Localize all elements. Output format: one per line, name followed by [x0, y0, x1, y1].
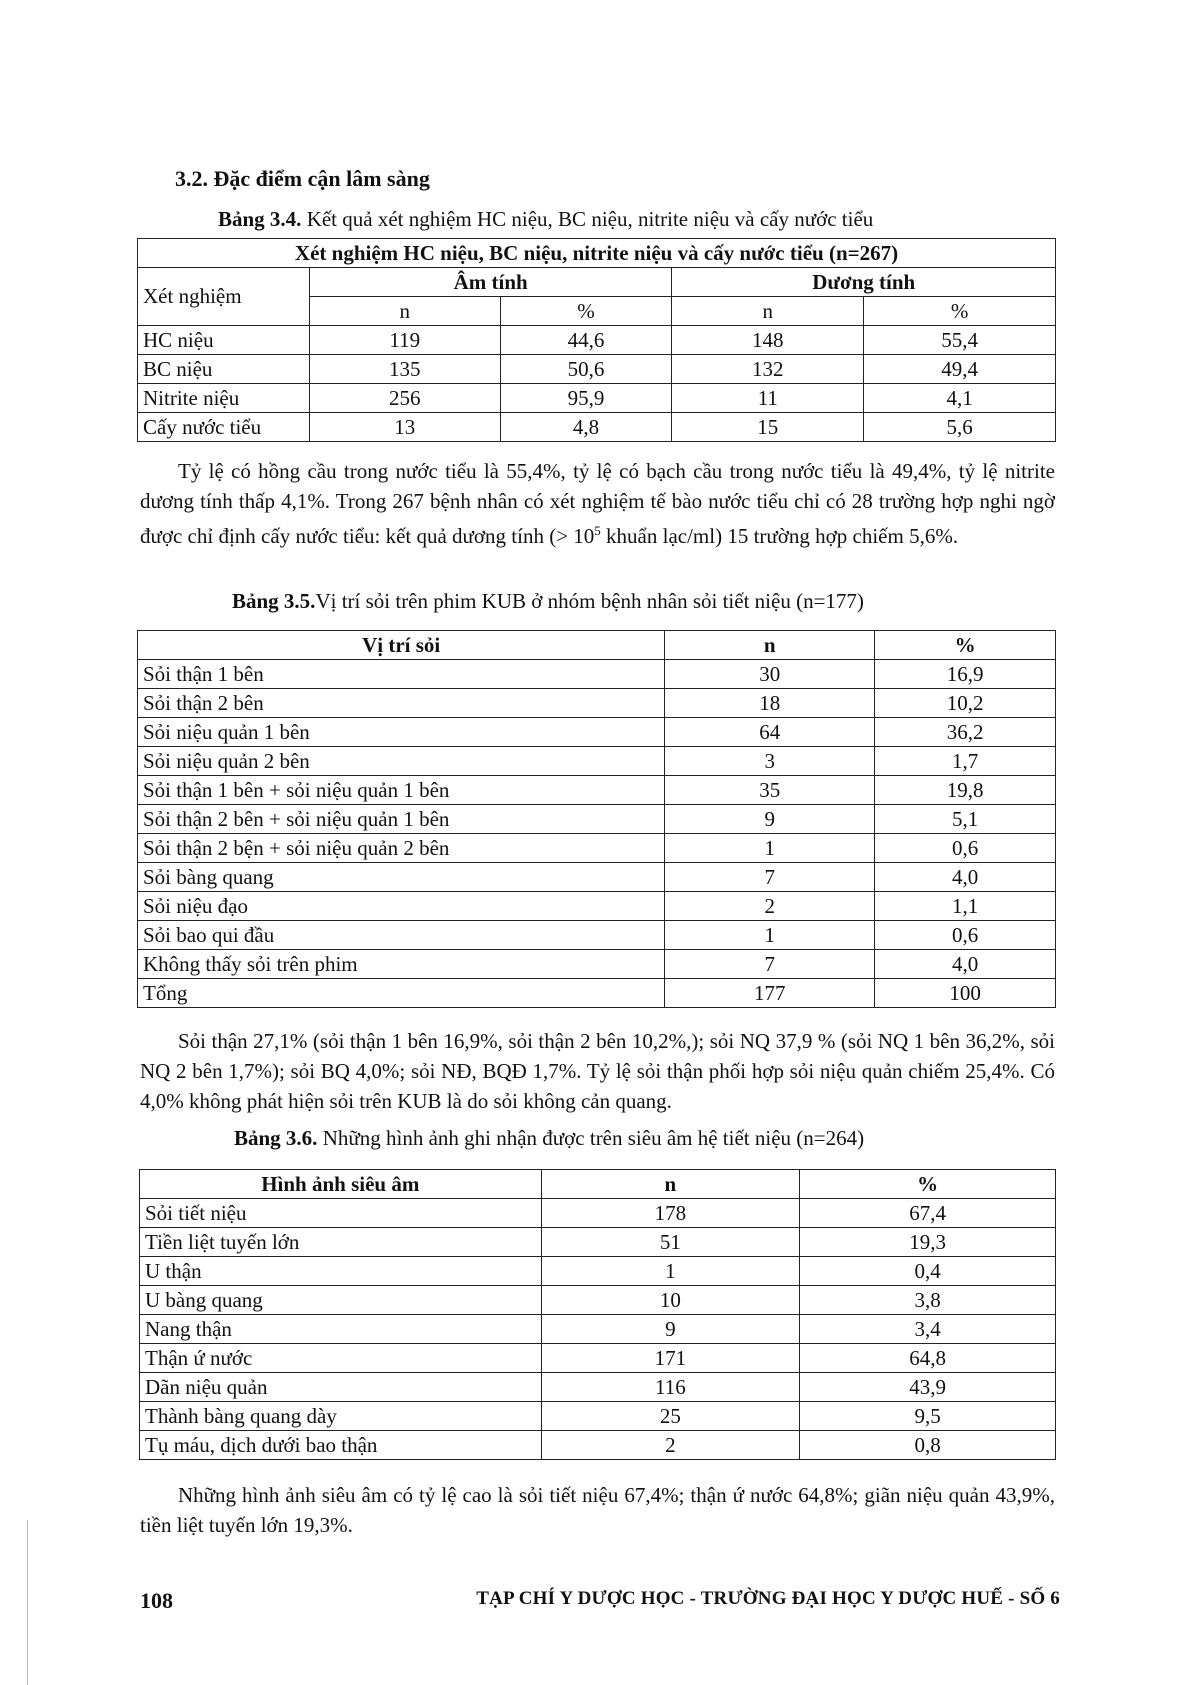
paragraph-text: Sỏi thận 27,1% (sỏi thận 1 bên 16,9%, sỏi thận 2 bên 10,2%,); sỏi NQ 37,9 % (sỏi NQ 1 bên 36,2%, sỏi NQ 2 bên 1,7%); sỏi BQ 4,0%; sỏi NĐ, BQĐ 1,7%. Tỷ lệ sỏi thận phối hợp sỏi niệu quản chiếm 25,4%. Có 4,0% không phát hiện sỏi trên KUB là do sỏi không cản quang.	[140, 1029, 1055, 1113]
cell-pos-pct: 5,6	[864, 413, 1056, 442]
table-row	[140, 1228, 1056, 1257]
cell-n: 1	[665, 834, 875, 863]
table-row	[140, 1344, 1056, 1373]
table-row	[140, 1402, 1056, 1431]
cell-n: 10	[541, 1286, 800, 1315]
cell-n: 64	[665, 718, 875, 747]
paragraph-text: Tỷ lệ có hồng cầu trong nước tiểu là 55,4%, tỷ lệ có bạch cầu trong nước tiểu là 49,4%, tỷ lệ nitrite dương tính thấp 4,1%. Trong 267 bệnh nhân có xét nghiệm tế bào nước tiểu chỉ có 28 trường hợp nghi ngờ được chỉ định cấy nước tiểu: kết quả dương tính (> 10	[140, 459, 1055, 548]
table-row	[140, 1373, 1056, 1402]
cell-pct: 19,3	[800, 1228, 1056, 1257]
column-header-position: Vị trí sỏi	[138, 631, 665, 660]
cell-n: 7	[665, 863, 875, 892]
table-row	[138, 921, 1056, 950]
table-row	[140, 1315, 1056, 1344]
table-row	[138, 355, 1056, 384]
table-row	[138, 413, 1056, 442]
cell-n: 3	[665, 747, 875, 776]
row-label: U bàng quang	[140, 1286, 542, 1315]
cell-pct: 10,2	[875, 689, 1056, 718]
cell-n: 1	[541, 1257, 800, 1286]
cell-pct: 5,1	[875, 805, 1056, 834]
table-row	[138, 776, 1056, 805]
row-label: Sỏi niệu quản 2 bên	[138, 747, 665, 776]
cell-neg-pct: 4,8	[500, 413, 672, 442]
table-row	[138, 950, 1056, 979]
table-row	[138, 747, 1056, 776]
column-header-n: n	[672, 297, 864, 326]
table-3-5-caption	[232, 589, 864, 614]
cell-pct: 0,4	[800, 1257, 1056, 1286]
table-row	[138, 834, 1056, 863]
table-header-row	[138, 268, 1056, 297]
paragraph-urinalysis	[140, 456, 1055, 551]
paragraph-text: Những hình ảnh siêu âm có tỷ lệ cao là sỏi tiết niệu 67,4%; thận ứ nước 64,8%; giãn niệu quản 43,9%, tiền liệt tuyến lớn 19,3%.	[140, 1483, 1055, 1537]
cell-neg-n: 13	[309, 413, 500, 442]
cell-pct: 0,8	[800, 1431, 1056, 1460]
paragraph-text: khuẩn lạc/ml) 15 trường hợp chiếm 5,6%.	[600, 524, 959, 548]
row-label: Cấy nước tiểu	[138, 413, 310, 442]
column-header-percent: %	[875, 631, 1056, 660]
cell-neg-n: 256	[309, 384, 500, 413]
table-3-4-caption	[218, 207, 873, 232]
table-row	[138, 863, 1056, 892]
row-label: Nang thận	[140, 1315, 542, 1344]
cell-pct: 16,9	[875, 660, 1056, 689]
paragraph-kub	[140, 1026, 1055, 1116]
column-header-test: Xét nghiệm	[138, 268, 310, 326]
cell-pct: 43,9	[800, 1373, 1056, 1402]
cell-n: 178	[541, 1199, 800, 1228]
cell-n: 2	[665, 892, 875, 921]
row-label: Sỏi bàng quang	[138, 863, 665, 892]
cell-n: 116	[541, 1373, 800, 1402]
table-caption-label: Bảng 3.4.	[218, 207, 302, 231]
cell-neg-n: 119	[309, 326, 500, 355]
table-header-row	[140, 1170, 1056, 1199]
row-label: BC niệu	[138, 355, 310, 384]
row-label: HC niệu	[138, 326, 310, 355]
table-3-4	[137, 238, 1056, 442]
cell-n: 51	[541, 1228, 800, 1257]
table-row	[138, 660, 1056, 689]
row-label: Sỏi bao qui đầu	[138, 921, 665, 950]
table-caption-text: Kết quả xét nghiệm HC niệu, BC niệu, nitrite niệu và cấy nước tiểu	[301, 207, 874, 231]
table-3-5	[137, 630, 1056, 1008]
table-caption-text: Những hình ảnh ghi nhận được trên siêu âm hệ tiết niệu (n=264)	[317, 1126, 865, 1150]
column-header-n: n	[541, 1170, 800, 1199]
column-header-ultrasound-image: Hình ảnh siêu âm	[140, 1170, 542, 1199]
table-caption-text: Vị trí sỏi trên phim KUB ở nhóm bệnh nhân sỏi tiết niệu (n=177)	[315, 589, 864, 613]
cell-n: 2	[541, 1431, 800, 1460]
row-label: U thận	[140, 1257, 542, 1286]
table-row	[138, 892, 1056, 921]
table-caption-label: Bảng 3.6.	[234, 1126, 318, 1150]
table-row	[138, 689, 1056, 718]
cell-pct: 3,4	[800, 1315, 1056, 1344]
cell-pct: 3,8	[800, 1286, 1056, 1315]
row-label: Dãn niệu quản	[140, 1373, 542, 1402]
column-header-positive: Dương tính	[672, 268, 1056, 297]
row-label: Sỏi tiết niệu	[140, 1199, 542, 1228]
cell-n: 30	[665, 660, 875, 689]
cell-pos-n: 132	[672, 355, 864, 384]
cell-n: 177	[665, 979, 875, 1008]
cell-pct: 36,2	[875, 718, 1056, 747]
row-label: Sỏi thận 2 bên + sỏi niệu quản 1 bên	[138, 805, 665, 834]
cell-pct: 9,5	[800, 1402, 1056, 1431]
cell-neg-pct: 50,6	[500, 355, 672, 384]
row-label: Tổng	[138, 979, 665, 1008]
column-header-negative: Âm tính	[309, 268, 672, 297]
table-total-row	[138, 979, 1056, 1008]
table-row	[140, 1257, 1056, 1286]
row-label: Sỏi thận 1 bên	[138, 660, 665, 689]
table-header-row	[138, 631, 1056, 660]
cell-neg-n: 135	[309, 355, 500, 384]
paragraph-ultrasound	[140, 1480, 1055, 1540]
superscript-exponent: 5	[594, 523, 601, 538]
cell-pos-n: 15	[672, 413, 864, 442]
row-label: Sỏi thận 1 bên + sỏi niệu quản 1 bên	[138, 776, 665, 805]
cell-pos-pct: 49,4	[864, 355, 1056, 384]
column-header-percent: %	[800, 1170, 1056, 1199]
table-row	[140, 1431, 1056, 1460]
table-3-6-caption	[234, 1126, 864, 1151]
cell-pos-pct: 4,1	[864, 384, 1056, 413]
page-number: 108	[140, 1588, 173, 1613]
cell-pct: 4,0	[875, 863, 1056, 892]
cell-pct: 0,6	[875, 921, 1056, 950]
column-header-percent: %	[864, 297, 1056, 326]
cell-pct: 67,4	[800, 1199, 1056, 1228]
row-label: Sỏi niệu đạo	[138, 892, 665, 921]
column-header-percent: %	[500, 297, 672, 326]
cell-pct: 1,1	[875, 892, 1056, 921]
table-row	[138, 326, 1056, 355]
table-title: Xét nghiệm HC niệu, BC niệu, nitrite niệu và cấy nước tiểu (n=267)	[138, 239, 1056, 268]
table-row	[138, 384, 1056, 413]
row-label: Sỏi niệu quản 1 bên	[138, 718, 665, 747]
table-row	[138, 805, 1056, 834]
cell-neg-pct: 95,9	[500, 384, 672, 413]
cell-neg-pct: 44,6	[500, 326, 672, 355]
scan-margin-line	[27, 1520, 28, 1685]
row-label: Không thấy sỏi trên phim	[138, 950, 665, 979]
table-row	[140, 1199, 1056, 1228]
row-label: Tiền liệt tuyến lớn	[140, 1228, 542, 1257]
row-label: Sỏi thận 2 bện + sỏi niệu quản 2 bên	[138, 834, 665, 863]
cell-pct: 64,8	[800, 1344, 1056, 1373]
cell-pct: 0,6	[875, 834, 1056, 863]
row-label: Nitrite niệu	[138, 384, 310, 413]
table-row	[138, 718, 1056, 747]
row-label: Thành bàng quang dày	[140, 1402, 542, 1431]
row-label: Thận ứ nước	[140, 1344, 542, 1373]
table-3-6	[139, 1169, 1056, 1460]
cell-pos-pct: 55,4	[864, 326, 1056, 355]
cell-n: 1	[665, 921, 875, 950]
table-row	[140, 1286, 1056, 1315]
cell-pct: 100	[875, 979, 1056, 1008]
cell-pct: 19,8	[875, 776, 1056, 805]
cell-pos-n: 148	[672, 326, 864, 355]
cell-n: 9	[665, 805, 875, 834]
row-label: Tụ máu, dịch dưới bao thận	[140, 1431, 542, 1460]
column-header-n: n	[665, 631, 875, 660]
table-caption-label: Bảng 3.5.	[232, 589, 316, 613]
journal-title: TẠP CHÍ Y DƯỢC HỌC - TRƯỜNG ĐẠI HỌC Y DƯỢC HUẾ - SỐ 6	[476, 1588, 1060, 1609]
cell-pct: 4,0	[875, 950, 1056, 979]
column-header-n: n	[309, 297, 500, 326]
cell-n: 25	[541, 1402, 800, 1431]
cell-pos-n: 11	[672, 384, 864, 413]
row-label: Sỏi thận 2 bên	[138, 689, 665, 718]
cell-n: 35	[665, 776, 875, 805]
section-title: 3.2. Đặc điểm cận lâm sàng	[175, 166, 430, 191]
cell-n: 9	[541, 1315, 800, 1344]
cell-n: 7	[665, 950, 875, 979]
table-header-row	[138, 239, 1056, 268]
cell-n: 171	[541, 1344, 800, 1373]
cell-n: 18	[665, 689, 875, 718]
cell-pct: 1,7	[875, 747, 1056, 776]
